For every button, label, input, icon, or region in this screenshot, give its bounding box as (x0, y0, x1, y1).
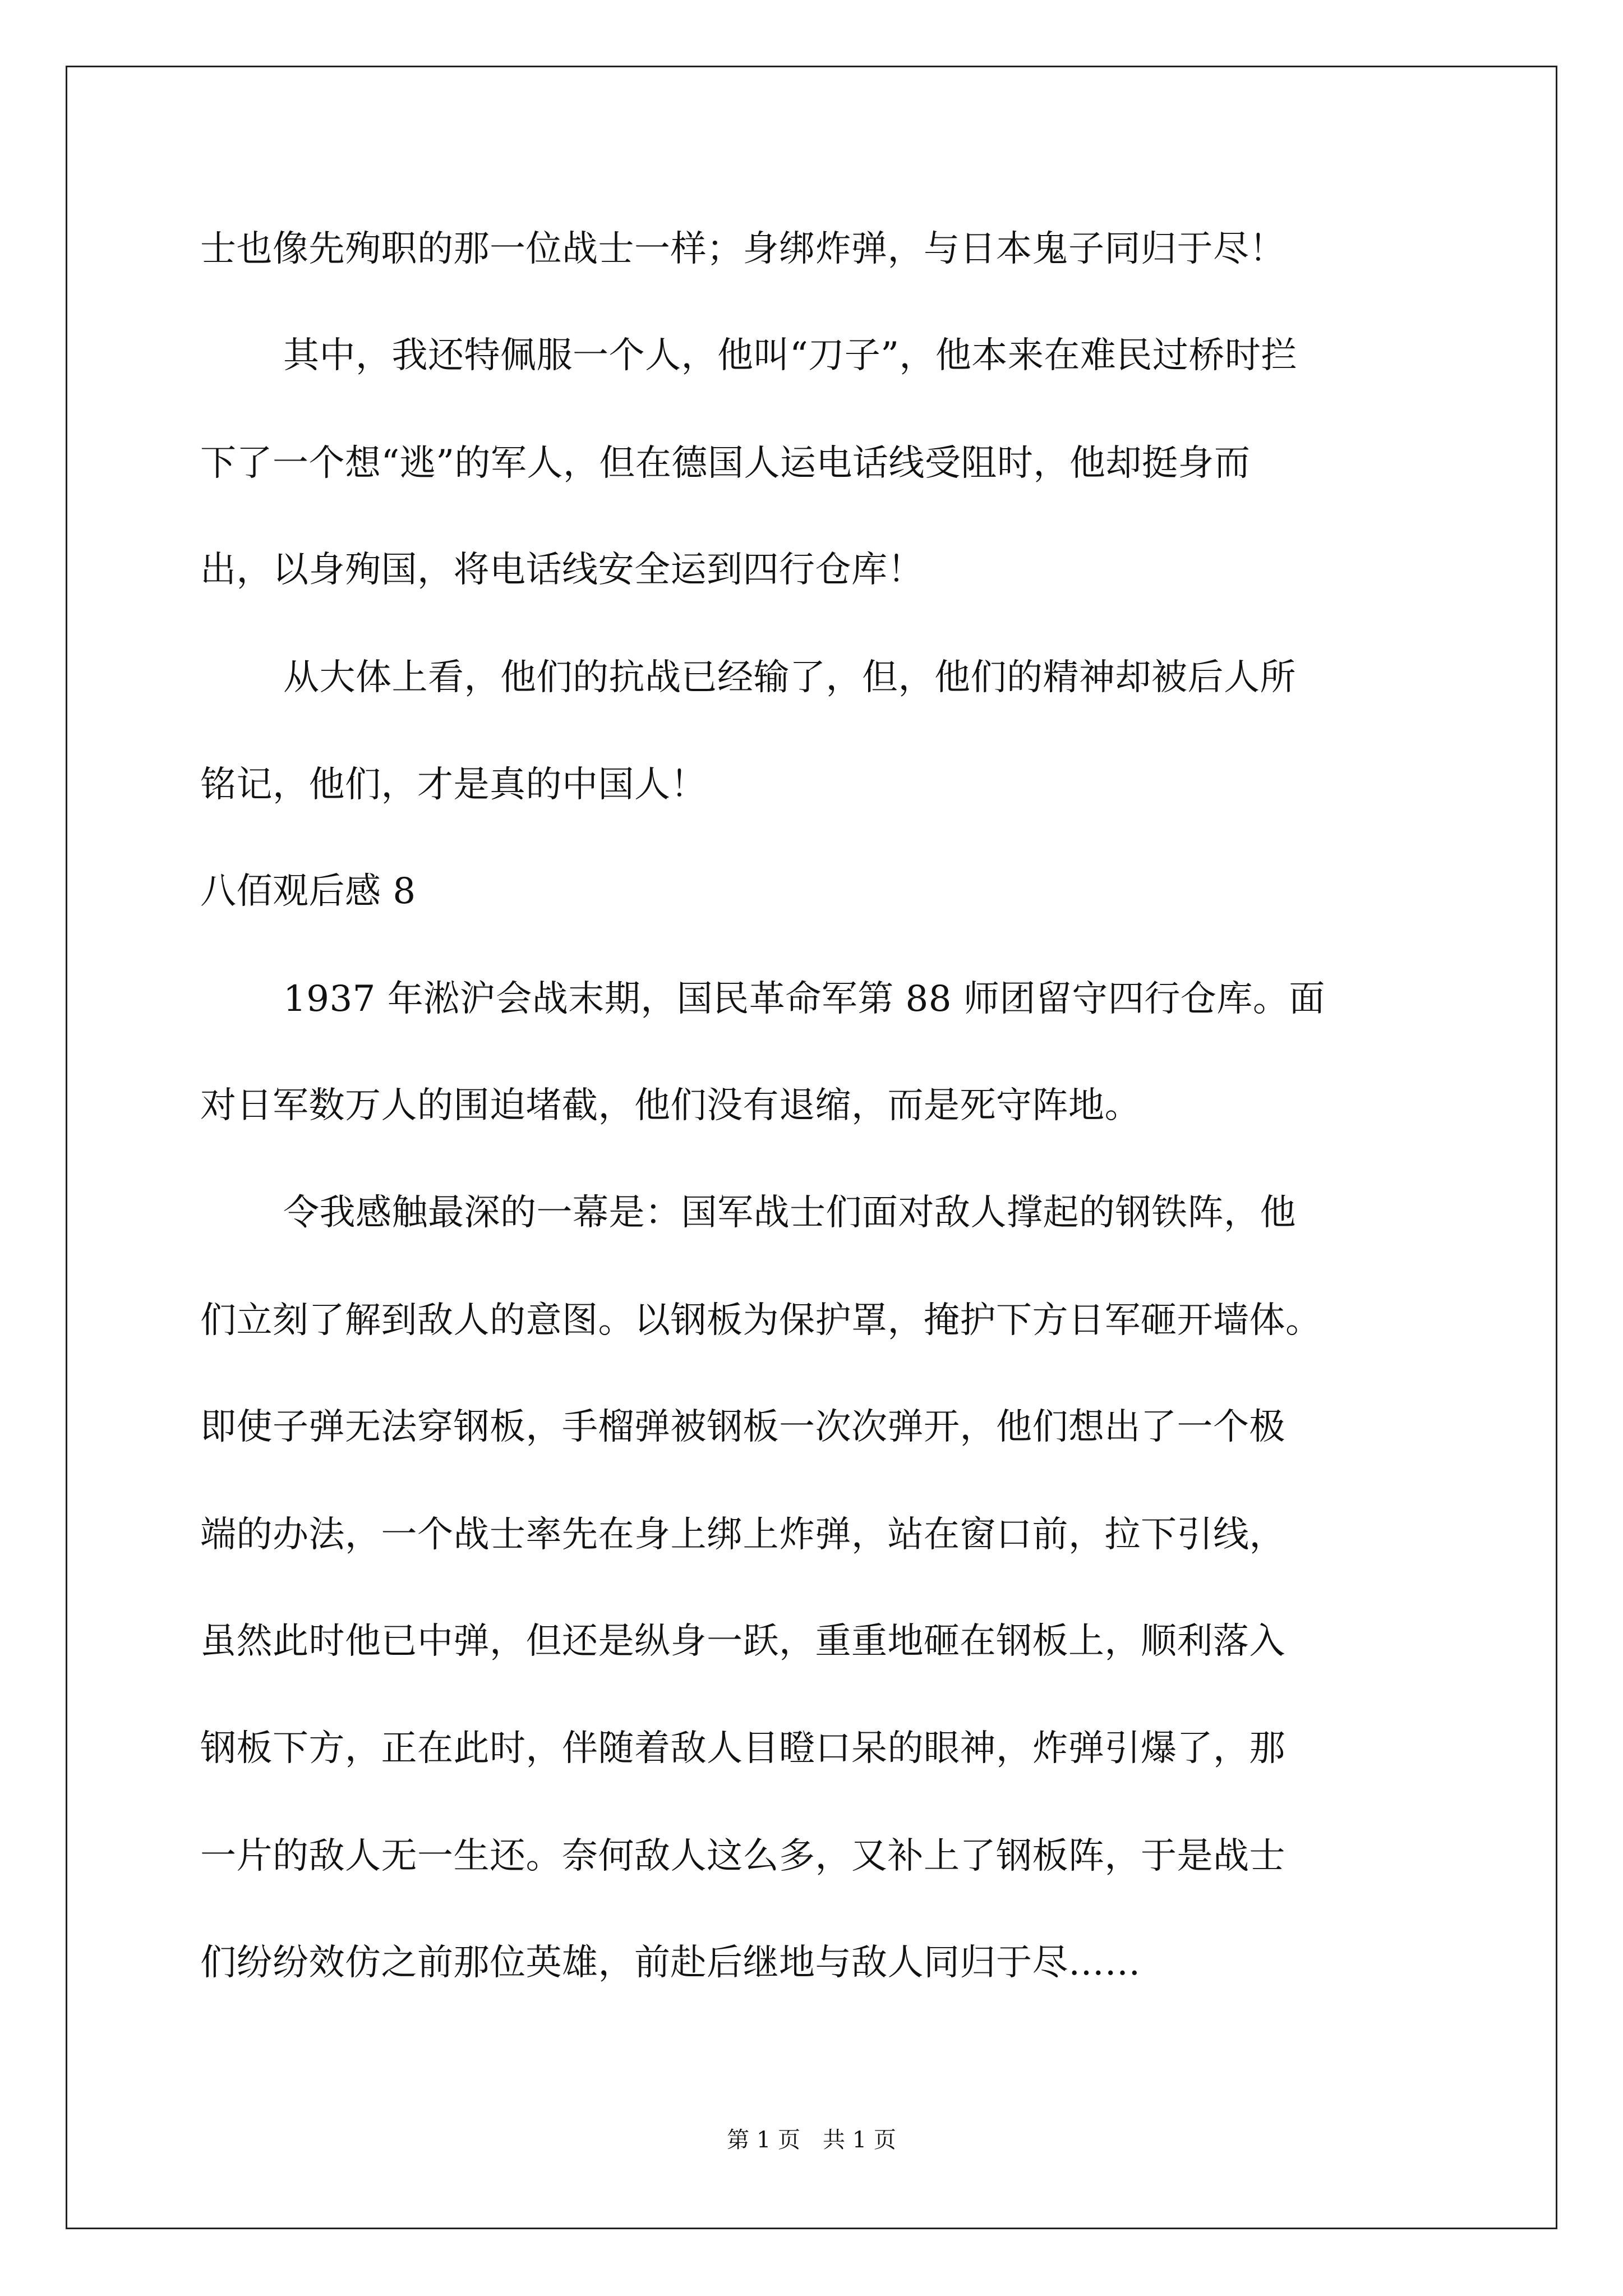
page-border (66, 66, 1557, 2229)
body-text-line: 其中，我还特佩服一个人，他叫“刀子”，他本来在难民过桥时拦 (283, 335, 1297, 376)
body-text-line: 们立刻了解到敌人的意图。以钢板为保护罩，掩护下方日军砸开墙体。 (200, 1300, 1322, 1341)
body-text-line: 铭记，他们，才是真的中国人！ (200, 764, 707, 806)
body-text-line: 钢板下方，正在此时，伴随着敌人目瞪口呆的眼神，炸弹引爆了，那 (200, 1728, 1285, 1769)
body-text-line: 令我感触最深的一幕是：国军战士们面对敌人撑起的钢铁阵，他 (283, 1192, 1296, 1234)
body-text-line: 对日军数万人的围迫堵截，他们没有退缩，而是死守阵地。 (200, 1085, 1141, 1126)
body-text-line: 从大体上看，他们的抗战已经输了，但，他们的精神却被后人所 (283, 657, 1296, 698)
body-text-line: 端的办法，一个战士率先在身上绑上炸弹，站在窗口前，拉下引线， (200, 1514, 1285, 1556)
body-text-line: 出，以身殉国，将电话线安全运到四行仓库！ (200, 549, 924, 591)
body-text-line: 们纷纷效仿之前那位英雄，前赴后继地与敌人同归于尽…… (200, 1942, 1141, 1984)
body-text-line: 虽然此时他已中弹，但还是纵身一跃，重重地砸在钢板上，顺利落入 (200, 1621, 1285, 1662)
body-text-line: 一片的敌人无一生还。奈何敌人这么多，又补上了钢板阵，于是战士 (200, 1835, 1285, 1877)
body-text-line: 即使子弹无法穿钢板，手榴弹被钢板一次次弹开，他们想出了一个极 (200, 1406, 1285, 1448)
section-heading: 八佰观后感 8 (200, 871, 416, 912)
page-total: 共 1 页 (823, 2127, 896, 2153)
body-text-line: 1937 年淞沪会战末期，国民革命军第 88 师团留守四行仓库。面 (283, 978, 1325, 1020)
page-number: 第 1 页 (727, 2127, 800, 2153)
body-text-line: 士也像先殉职的那一位战士一样；身绑炸弹，与日本鬼子同归于尽！ (200, 228, 1285, 270)
body-text-line: 下了一个想“逃”的军人，但在德国人运电话线受阻时，他却挺身而 (200, 443, 1251, 484)
page-footer (0, 2129, 1623, 2151)
